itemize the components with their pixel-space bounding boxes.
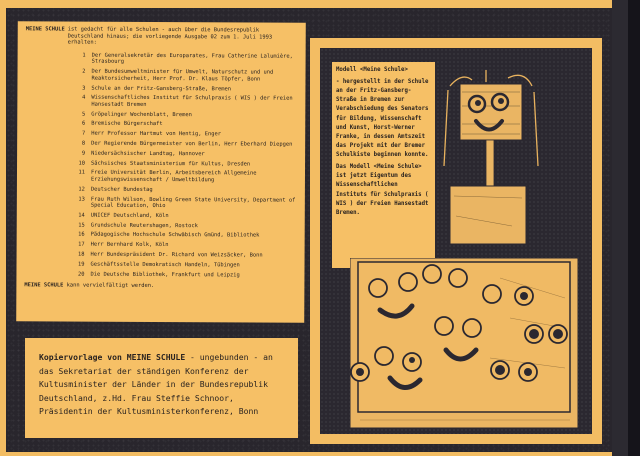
item-number: 17 [78, 241, 85, 248]
item-text: Schule an der Fritz-Gansberg-Straße, Bremen [91, 85, 232, 92]
brand-name: MEINE SCHULE [25, 26, 65, 33]
item-number: 19 [77, 261, 85, 268]
copy-template-text: - ungebunden - an das Sekretariat der ständigen Konferenz der Kultusminister der Länder in der Bundesrepublik Deutschland, z.Hd. Frau Steffie Schnoor, Präsidentin der Kultusministerkonferenz, Bonn [39, 352, 273, 417]
list-item [73, 69, 297, 83]
list-item [73, 95, 297, 109]
distribution-intro [26, 26, 298, 47]
page-edge-strip [612, 0, 628, 456]
list-item [73, 121, 297, 129]
item-text: Pädagogische Hochschule Schwäbisch Gmünd, Bibliothek [90, 232, 260, 239]
item-number: 3 [82, 85, 86, 92]
reproduction-note [24, 282, 296, 290]
distribution-panel [16, 21, 306, 323]
model-caption [332, 62, 435, 268]
list-item [73, 150, 297, 158]
reproduction-text: kann vervielfältigt werden. [66, 282, 155, 290]
item-number: 12 [78, 186, 85, 193]
copy-template-panel [25, 338, 298, 438]
item-text: Herr Professor Hartmut von Hentig, Enger [91, 130, 222, 138]
list-item [73, 160, 297, 168]
item-number: 16 [78, 232, 85, 239]
item-text: Wissenschaftliches Institut für Schulpraxis ( WIS ) der Freien Hansestadt Bremen [91, 94, 293, 108]
item-number: 20 [77, 271, 85, 278]
item-text: Niedersächsischer Landtag, Hannover [91, 150, 205, 158]
list-item [73, 196, 297, 210]
list-item [73, 242, 297, 250]
item-text: Bremische Bürgerschaft [91, 121, 163, 128]
item-number: 4 [82, 94, 86, 101]
recipient-list [72, 52, 297, 279]
list-item [72, 271, 296, 279]
item-number: 14 [78, 212, 85, 219]
item-text: Deutscher Bundestag [90, 186, 153, 193]
item-text: Freie Universität Berlin, Arbeitsbereich Allgemeine Erziehungswissenschaft / Umweltbildung [90, 170, 257, 184]
list-item [73, 212, 297, 220]
list-item [72, 261, 296, 269]
model-paragraph-2: Das Modell <Meine Schule> ist jetzt Eigentum des Wissenschaftlichen Instituts für Schulpraxis ( WIS ) der Freien Hansestadt Bremen. [336, 164, 429, 217]
list-item [73, 252, 297, 260]
item-number: 10 [78, 160, 86, 167]
model-title: Modell <Meine Schule> [336, 67, 408, 73]
item-text: Gröpelinger Wochenblatt, Bremen [91, 111, 192, 118]
intro-text: ist gedacht für alle Schulen - auch über die Bundesrepublik Deutschland hinaus; die vorliegende Ausgabe 02 zum 1. Juli 1993 erhalten: [67, 26, 273, 46]
item-text: Sächsisches Staatsministerium für Kultus, Dresden [91, 160, 251, 168]
model-frame-inner [320, 48, 592, 434]
item-text: Frau Ruth Wilson, Bowling Green State University, Department of Special Education, Ohio [90, 196, 296, 210]
list-item [74, 52, 298, 66]
item-text: UNICEF Deutschland, Köln [90, 212, 169, 219]
scan-edge [628, 0, 640, 456]
smiley-board-illustration [350, 258, 578, 428]
item-text: Der Generalsekretär des Europarates, Frau Catherine Lalumière, Strasbourg [91, 52, 293, 66]
brand-name: MEINE SCHULE [24, 282, 64, 289]
copy-template-lead: Kopiervorlage von MEINE SCHULE [39, 352, 186, 362]
item-number: 7 [81, 130, 86, 137]
item-text: Der Regierende Bürgermeister von Berlin, Herr Eberhard Diepgen [91, 140, 293, 148]
item-text: Geschäftsstelle Demokratisch Handeln, Tübingen [90, 261, 240, 269]
item-text: Grundschule Reutershagen, Rostock [90, 222, 198, 229]
item-number: 6 [81, 121, 86, 128]
list-item [73, 232, 297, 240]
item-text: Herr Bernhard Kolk, Köln [90, 241, 169, 249]
item-text: Der Bundesumweltminister für Umwelt, Naturschutz und und Reaktorsicherheit, Herr Prof. Dr. Klaus Töpfer, Bonn [91, 68, 274, 83]
item-number: 15 [78, 222, 85, 229]
item-text: Die Deutsche Bibliothek, Frankfurt und Leipzig [90, 271, 240, 279]
list-item [73, 131, 297, 139]
item-number: 5 [82, 111, 86, 118]
item-number: 11 [78, 169, 86, 176]
list-item [73, 111, 297, 119]
item-number: 2 [82, 68, 86, 75]
list-item [73, 85, 297, 93]
item-number: 1 [82, 52, 86, 59]
item-number: 18 [78, 251, 85, 258]
list-item [73, 186, 297, 194]
list-item [73, 141, 297, 149]
item-text: Herr Bundespräsident Dr. Richard von Weizsäcker, Bonn [90, 251, 263, 259]
model-frame [310, 38, 602, 444]
item-number: 8 [81, 140, 86, 147]
model-paragraph-1: - hergestellt in der Schule an der Fritz-Gansberg-Straße in Bremen zur Verabschiedung des Senators für Bildung, Wissenschaft und Kunst, Horst-Werner Franke, in dessen Amtszeit das Projekt mit der Bremer Schulkiste beginnen konnte. [336, 78, 429, 159]
robot-figure-illustration [442, 66, 542, 276]
item-number: 13 [78, 196, 85, 203]
list-item [73, 170, 297, 184]
list-item [73, 222, 297, 230]
item-number: 9 [81, 150, 86, 157]
